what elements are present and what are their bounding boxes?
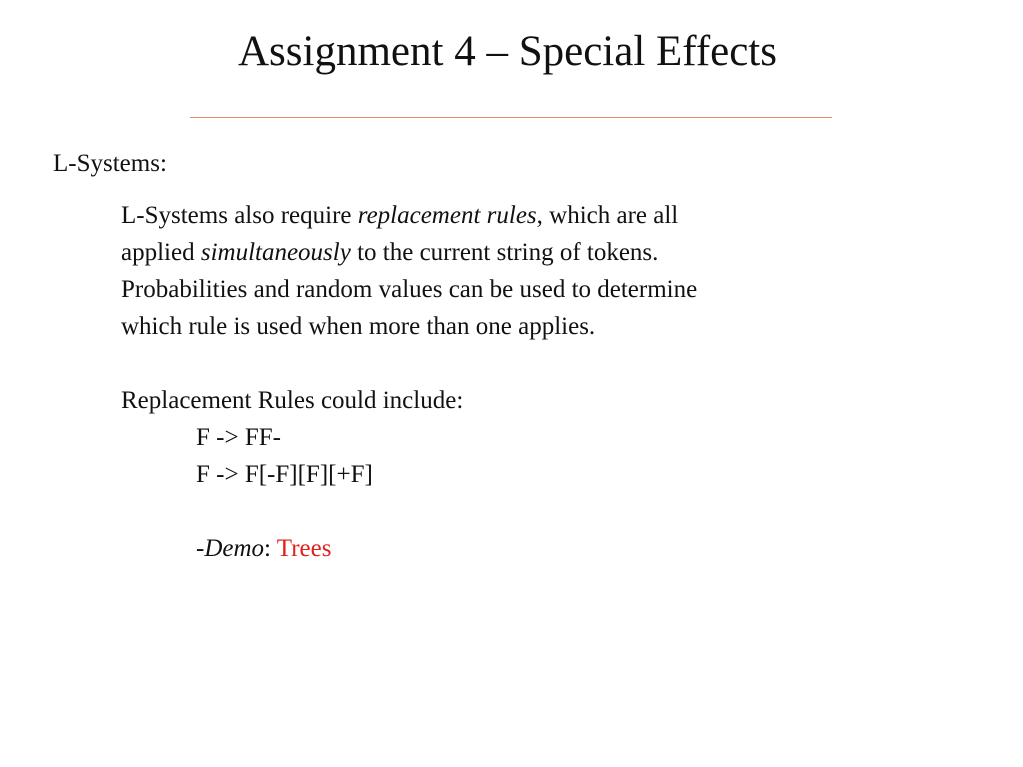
slide-title: Assignment 4 – Special Effects	[238, 28, 777, 75]
demo-prefix: -	[196, 535, 205, 562]
paragraph-line-3: Probabilities and random values can be used to determine	[121, 276, 698, 303]
spacer	[121, 493, 861, 530]
rules-heading: Replacement Rules could include:	[121, 387, 464, 414]
section-heading: L-Systems:	[53, 150, 167, 177]
text-fragment: L-Systems also require	[121, 202, 358, 229]
paragraph-line-1	[121, 197, 861, 234]
demo-label: Demo	[204, 535, 265, 562]
emphasis-simultaneously: simultaneously	[200, 239, 351, 266]
paragraph-line-4: which rule is used when more than one applies.	[121, 313, 596, 340]
paragraph-line-2	[121, 234, 861, 271]
text-fragment: , which are all	[536, 202, 679, 229]
rule-item: F -> F[-F][F][+F]	[196, 461, 373, 488]
emphasis-replacement-rules: replacement rules	[357, 202, 537, 229]
title-divider	[190, 117, 832, 118]
demo-separator: :	[264, 535, 277, 562]
rule-item: F -> FF-	[196, 424, 281, 451]
body-content	[121, 197, 861, 567]
demo-trees-link[interactable]: Trees	[276, 535, 332, 562]
spacer	[121, 345, 861, 382]
text-fragment: applied	[121, 239, 201, 266]
text-fragment: to the current string of tokens.	[350, 239, 659, 266]
demo-line	[121, 530, 861, 567]
